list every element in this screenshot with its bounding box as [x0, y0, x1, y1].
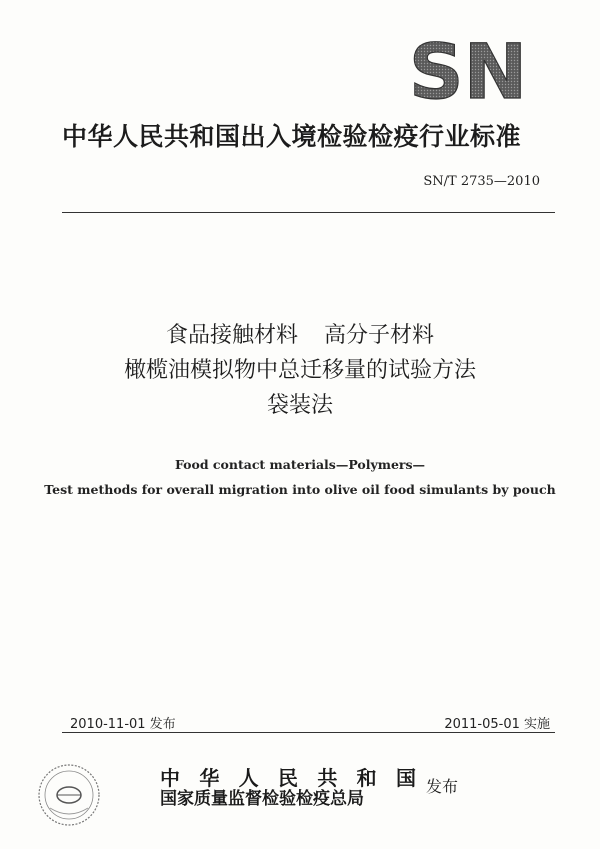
implementation-date: 2011-05-01 实施	[444, 717, 550, 732]
standard-code: SN/T 2735—2010	[423, 174, 540, 189]
english-title-line-2: Test methods for overall migration into olive oil food simulants by pouch	[44, 482, 556, 497]
standard-type-heading: 中华人民共和国出入境检验检疫行业标准	[62, 122, 522, 151]
publish-label: 发布	[426, 777, 459, 796]
english-title	[0, 452, 600, 502]
title-line-3: 袋装法	[266, 393, 333, 418]
divider-top	[62, 212, 555, 213]
anti-counterfeit-seal-icon	[36, 762, 102, 828]
issue-date: 2010-11-01 发布	[70, 717, 176, 732]
issuer-agency: 国家质量监督检验检疫总局	[160, 789, 364, 809]
title-part-polymers: 高分子材料	[324, 323, 435, 348]
title-part-food-contact: 食品接触材料	[165, 323, 298, 348]
title-line-1	[0, 318, 600, 353]
english-title-line-1: Food contact materials—Polymers—	[174, 457, 426, 472]
sn-logo	[408, 38, 528, 104]
sn-logo-text: SN	[408, 38, 528, 104]
chinese-title	[0, 318, 600, 423]
title-line-2: 橄榄油模拟物中总迁移量的试验方法	[123, 358, 476, 383]
issuer-country: 中华人民共和国	[160, 766, 416, 790]
divider-bottom	[62, 732, 555, 733]
